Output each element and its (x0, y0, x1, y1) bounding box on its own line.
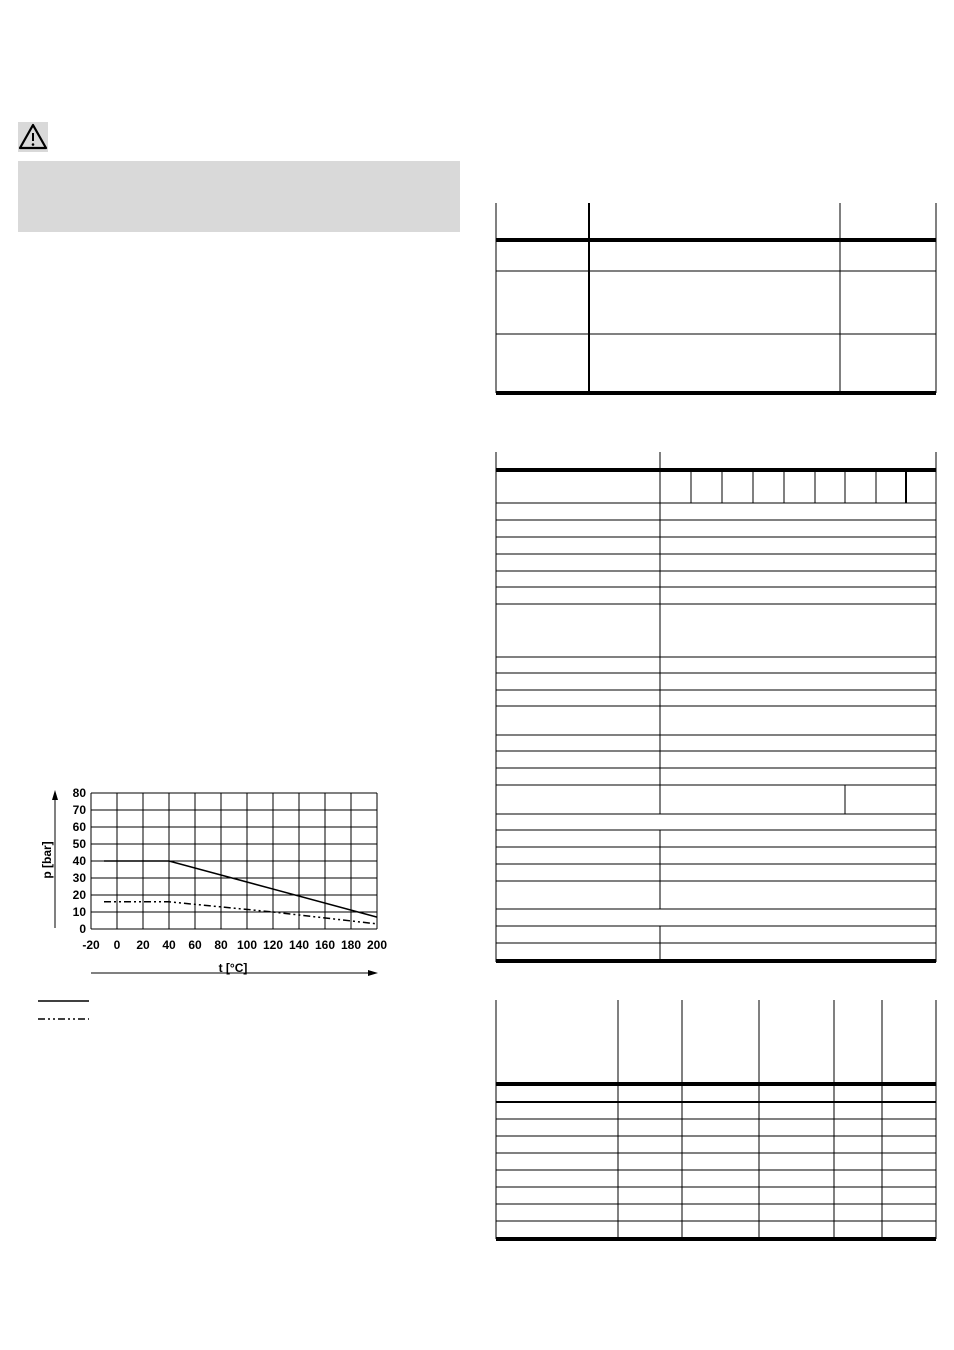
y-axis-label: p [bar] (40, 841, 54, 879)
x-tick-label: 20 (136, 938, 150, 952)
x-tick-label: 120 (262, 938, 284, 952)
y-tick-label: 70 (72, 803, 86, 817)
chart-series (104, 861, 377, 924)
series-line-2 (104, 902, 377, 924)
y-tick-label: 10 (72, 905, 86, 919)
y-axis-arrowhead (52, 790, 58, 800)
pressure-temperature-chart (38, 786, 387, 1019)
x-tick-label: 60 (188, 938, 202, 952)
x-tick-label: 80 (214, 938, 228, 952)
table-2 (496, 452, 936, 962)
x-tick-label: 160 (314, 938, 336, 952)
x-tick-label: 0 (113, 938, 121, 952)
chart-ticks (73, 786, 388, 952)
y-tick-label: 40 (72, 854, 86, 868)
x-tick-label: 100 (236, 938, 258, 952)
table-3 (496, 1000, 936, 1239)
y-tick-label: 30 (72, 871, 86, 885)
x-tick-label: 180 (340, 938, 362, 952)
y-tick-label: 50 (72, 837, 86, 851)
x-tick-label: 200 (366, 938, 388, 952)
y-tick-label: 20 (72, 888, 86, 902)
x-axis-label: t [°C] (218, 961, 248, 975)
y-tick-label: 80 (72, 786, 86, 800)
y-tick-label: 0 (79, 922, 86, 936)
x-tick-label: -20 (82, 938, 100, 952)
x-tick-label: 40 (162, 938, 176, 952)
table-1 (496, 203, 936, 393)
x-tick-label: 140 (288, 938, 310, 952)
chart-legend (38, 1001, 89, 1019)
y-tick-label: 60 (72, 820, 86, 834)
x-axis-arrowhead (368, 970, 378, 976)
